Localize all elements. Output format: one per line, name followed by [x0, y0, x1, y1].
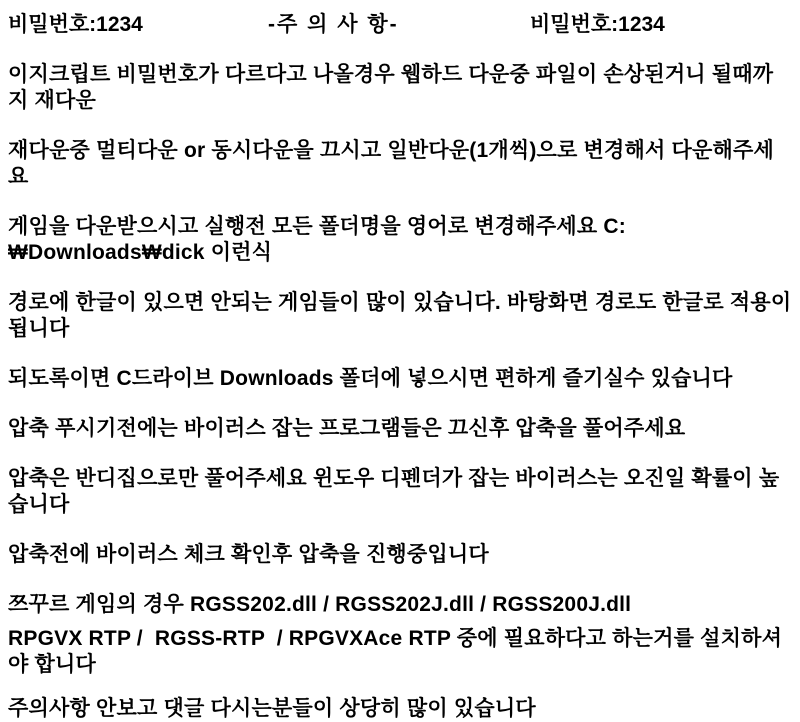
notice-line-rtp-install: RPGVX RTP / RGSS-RTP / RPGVXAce RTP 중에 필요하다고 하는거를 설치하셔야 합니다 [8, 627, 783, 676]
page-title: -주 의 사 항- [268, 13, 399, 36]
notice-line-bandizip: 압축은 반디집으로만 풀어주세요 윈도우 디펜더가 잡는 바이러스는 오진일 확률이 높습니다 [8, 467, 780, 516]
notice-line-virus-check: 압축전에 바이러스 체크 확인후 압축을 진행중입니다 [8, 543, 489, 566]
password-left-label: 비밀번호:1234 [8, 13, 143, 36]
notice-line-rgss-dll: 쯔꾸르 게임의 경우 RGSS202.dll / RGSS202J.dll / RGSS200J.dll [8, 593, 632, 616]
password-right-label: 비밀번호:1234 [530, 13, 665, 36]
header-row [0, 0, 800, 34]
notice-line-korean-path: 경로에 한글이 있으면 안되는 게임들이 많이 있습니다. 바탕화면 경로도 한글로 적용이 됩니다 [8, 291, 798, 340]
notice-line-antivirus-off: 압축 푸시기전에는 바이러스 잡는 프로그램들은 끄신후 압축을 풀어주세요 [8, 417, 686, 440]
notice-line-easycrypt: 이지크립트 비밀번호가 다르다고 나올경우 웹하드 다운중 파일이 손상된거니 될때까지 재다운 [8, 63, 774, 112]
notice-line-read-warning: 주의사항 안보고 댓글 다시는분들이 상당히 많이 있습니다 [8, 697, 536, 720]
notice-body [0, 62, 800, 722]
notice-line-multidownload: 재다운중 멀티다운 or 동시다운을 끄시고 일반다운(1개씩)으로 변경해서 다운해주세요 [8, 139, 774, 188]
notice-line-rename-folder: 게임을 다운받으시고 실행전 모든 폴더명을 영어로 변경해주세요 C:₩Downloads₩dick 이런식 [8, 215, 626, 264]
notice-line-c-drive: 되도록이면 C드라이브 Downloads 폴더에 넣으시면 편하게 즐기실수 있습니다 [8, 367, 733, 390]
